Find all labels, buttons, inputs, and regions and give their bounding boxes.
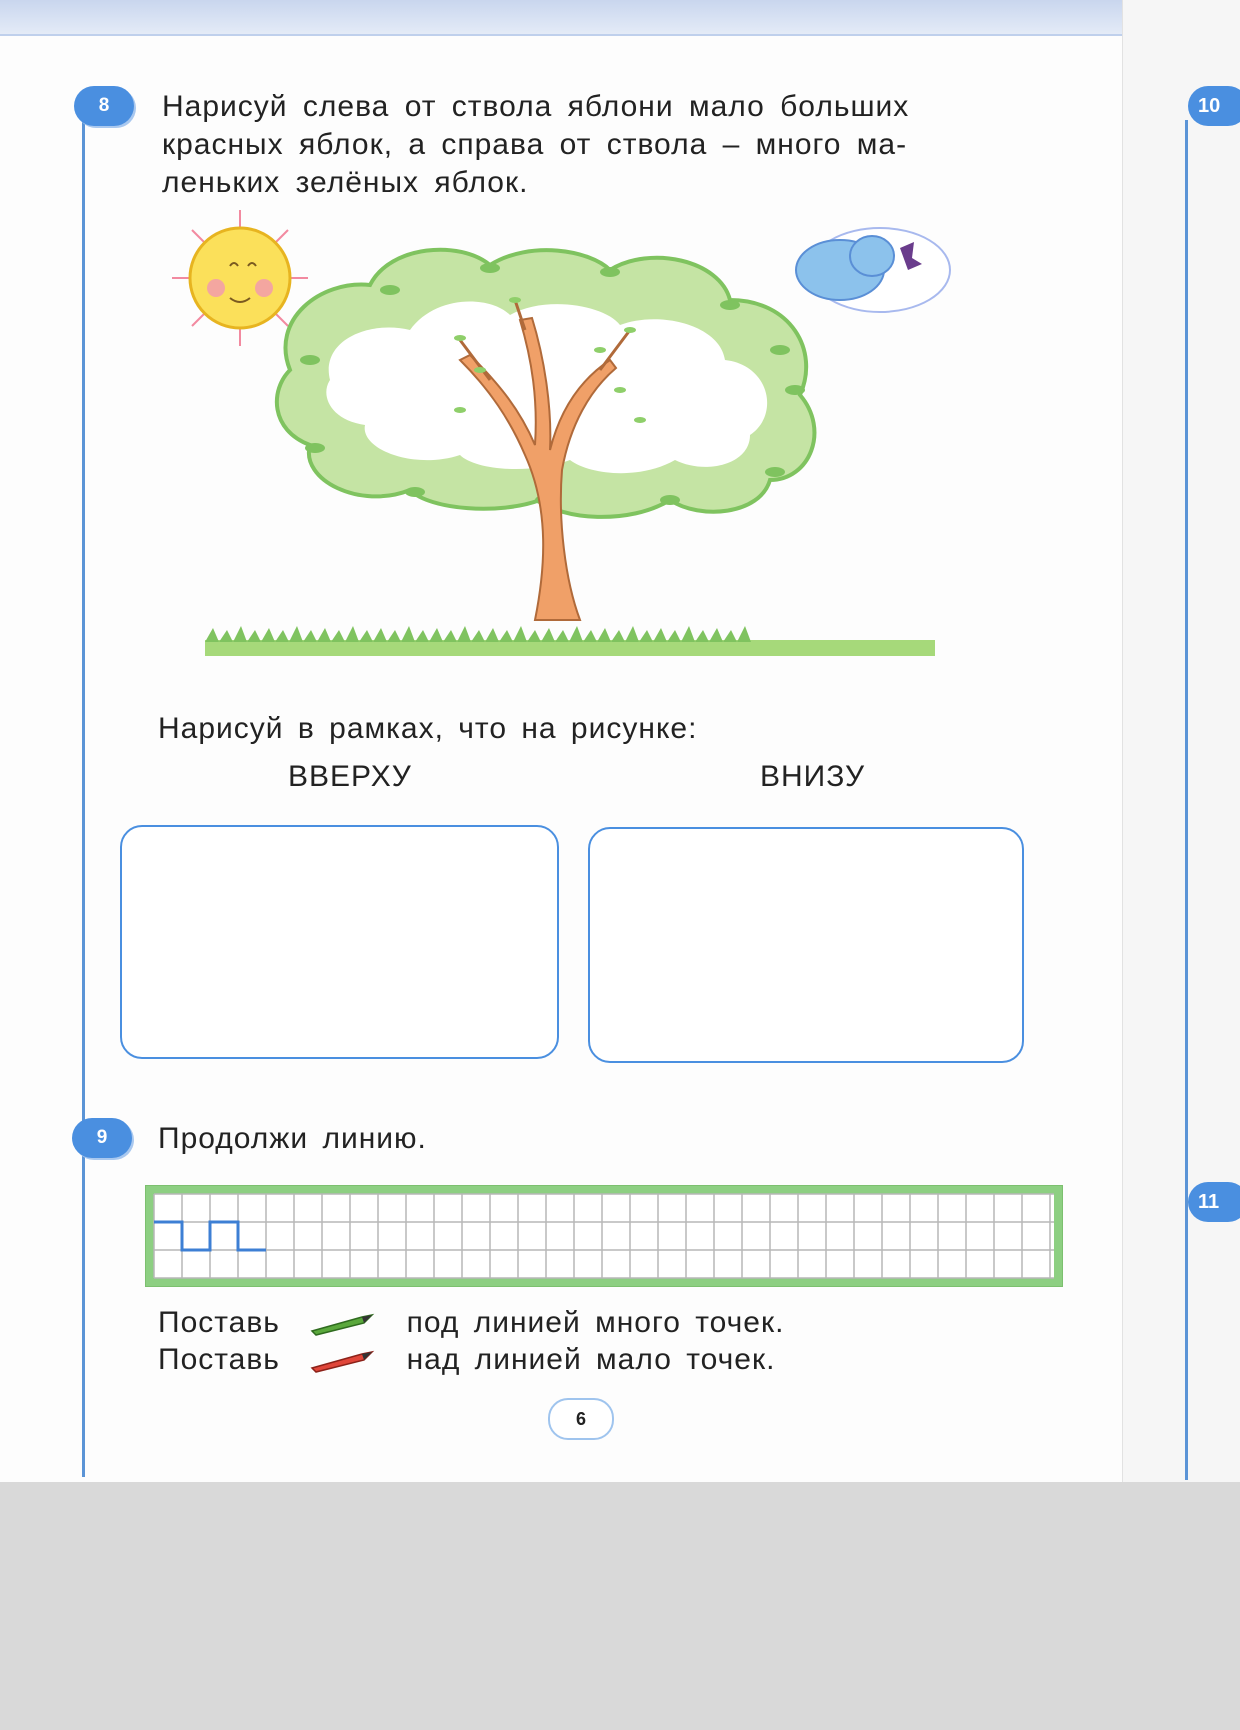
grass bbox=[205, 626, 935, 656]
task-8-line-3: леньких зелёных яблок. bbox=[162, 166, 529, 199]
margin-line bbox=[82, 92, 85, 1477]
top-drawing-frame[interactable] bbox=[120, 825, 559, 1059]
green-pencil-icon bbox=[306, 1311, 376, 1337]
task-9-line-2-start: Поставь bbox=[158, 1343, 280, 1376]
task-8-badge: 8 bbox=[74, 86, 134, 126]
task-9-line-1-start: Поставь bbox=[158, 1306, 280, 1339]
task-9-instruction: Продолжи линию. bbox=[158, 1122, 427, 1155]
next-page-margin-line bbox=[1185, 120, 1188, 1480]
task-9-line-1 bbox=[158, 1306, 784, 1340]
task-8-line-2: красных яблок, а справа от ствола – много ма- bbox=[162, 128, 908, 161]
cloud-icon bbox=[796, 228, 950, 312]
page-number: 6 bbox=[548, 1398, 614, 1440]
bottom-frame-label: ВНИЗУ bbox=[760, 760, 866, 793]
next-page-edge bbox=[1122, 0, 1240, 1482]
task-8-line-1: Нарисуй слева от ствола яблони мало больших bbox=[162, 90, 910, 123]
top-frame-label: ВВЕРХУ bbox=[288, 760, 412, 793]
task-9-badge: 9 bbox=[72, 1118, 132, 1158]
task-10-badge: 10 bbox=[1188, 86, 1240, 126]
red-pencil-icon bbox=[306, 1348, 376, 1374]
grid-cells bbox=[146, 1186, 1062, 1286]
task-9-line-2-end: над линией мало точек. bbox=[406, 1343, 776, 1376]
task-11-badge: 11 bbox=[1188, 1182, 1240, 1222]
tree-illustration bbox=[160, 210, 990, 695]
sun-icon bbox=[172, 210, 308, 346]
header-decoration bbox=[0, 0, 1122, 36]
task-9-line-2 bbox=[158, 1343, 775, 1377]
line-grid[interactable] bbox=[145, 1185, 1063, 1287]
frames-instruction: Нарисуй в рамках, что на рисунке: bbox=[158, 712, 698, 745]
task-9-line-1-end: под линией много точек. bbox=[406, 1306, 785, 1339]
task-8-text bbox=[162, 88, 1067, 202]
bottom-drawing-frame[interactable] bbox=[588, 827, 1024, 1063]
